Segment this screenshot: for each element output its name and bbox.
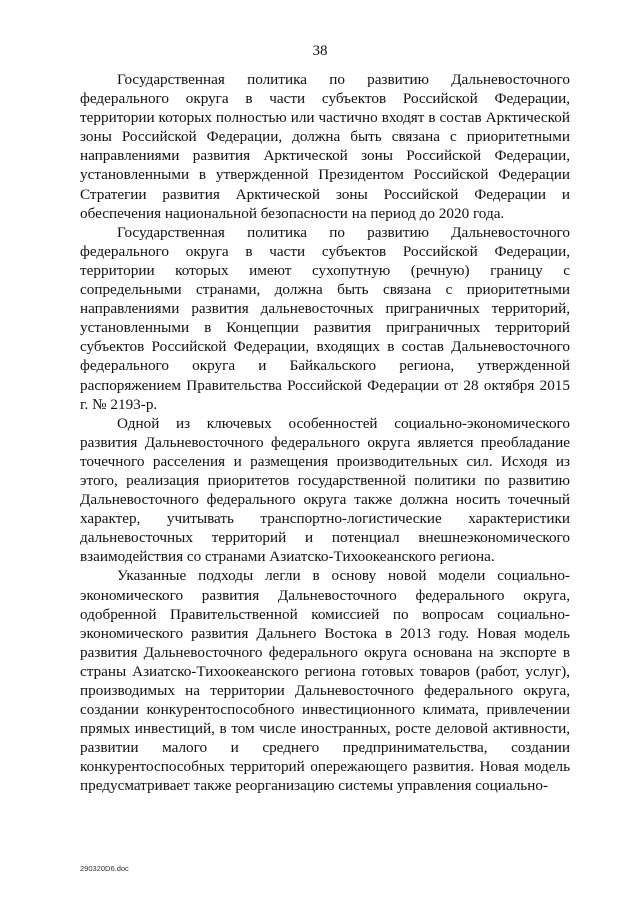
page-number: 38 [312,43,328,59]
paragraph-border-territories: Государственная политика по развитию Дальневосточного федерального округа в части субъектов Российской Федерации, территории которых имеют сухопутную (речную) границу с сопредельными странами, должна быть связана с приоритетными направлениями развития дальневосточных приграничных территорий, установленными в Концепции развития приграничных территорий субъектов Российской Федерации, входящих в состав Дальневосточного федерального округа и Байкальского региона, утвержденной распоряжением Правительства Российской Федерации от 28 октября 2015 г. № 2193-р. [80,223,570,413]
paragraph-arctic-zone: Государственная политика по развитию Дальневосточного федерального округа в части субъектов Российской Федерации, территории которых полностью или частично входят в состав Арктической зоны Российской Федерации, должна быть связана с приоритетными направлениями развития Арктической зоны Российской Федерации, установленными в утвержденной Президентом Российской Федерации Стратегии развития Арктической зоны Российской Федерации и обеспечения национальной безопасности на период до 2020 года. [80,71,570,222]
paragraph-key-features: Одной из ключевых особенностей социально-экономического развития Дальневосточного федерального округа является преобладание точечного расселения и размещения производительных сил. Исходя из этого, реализация приоритетов государственной политики по развитию Дальневосточного федерального округа также должна носить точечный характер, учитывать транспортно-логистические характеристики дальневосточных территорий и потенциал внешнеэкономического взаимодействия со странами Азиатско-Тихоокеанского региона. [80,414,570,566]
footer-file-code: 290320D6.doc [80,864,129,873]
document-body [80,70,570,796]
paragraph-new-model: Указанные подходы легли в основу новой модели социально-экономического развития Дальневосточного федерального округа, одобренной Правительственной комиссией по вопросам социально-экономического развития Дальнего Востока в 2013 году. Новая модель развития Дальневосточного федерального округа основана на экспорте в страны Азиатско-Тихоокеанского региона готовых товаров (работ, услуг), производимых на территории Дальневосточного федерального округа, создании конкурентоспособного инвестиционного климата, привлечении прямых инвестиций, в том числе иностранных, росте деловой активности, развитии малого и среднего предпринимательства, создании конкурентоспособных территорий опережающего развития. Новая модель предусматривает также реорганизацию системы управления социально- [80,567,570,795]
